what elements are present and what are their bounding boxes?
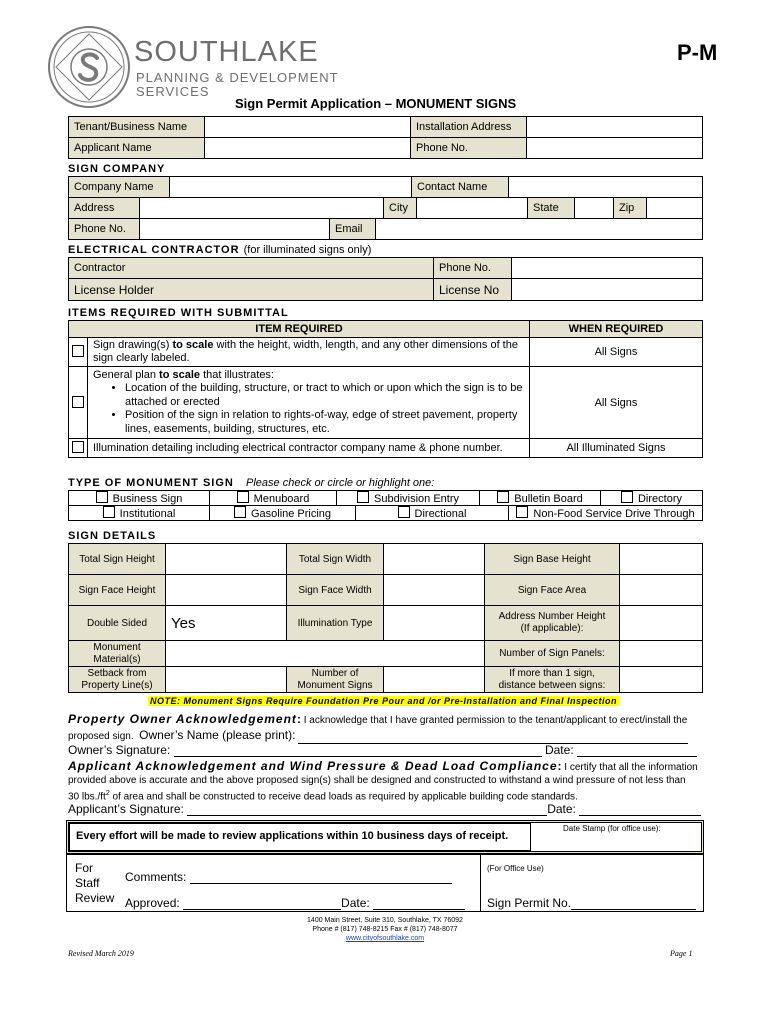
state-label: State (528, 198, 575, 219)
item-2-bullet-2: • Position of the sign in relation to rights-of-way, edge of street pavement, property lines, easements, building, structures, etc. (125, 409, 524, 436)
type-menuboard[interactable]: Menuboard (210, 491, 337, 506)
sign-company-table-1 (68, 176, 703, 198)
contractor-phone-label: Phone No. (434, 258, 512, 279)
face-height-label: Sign Face Height (69, 575, 166, 606)
date-stamp-label: Date Stamp (for office use): (563, 824, 661, 833)
item-2-text: General plan to scale that illustrates: • Location of the building, structure, or tract to which or upon which the sign is to be attached or erected • Position of the sign in relation to rights-of-way, edge of street pavement, property lines, easements, building, structures, etc. (88, 367, 530, 439)
item-1-check[interactable] (69, 338, 88, 367)
owner-ack-heading: Property Owner Acknowledgement (68, 712, 297, 726)
item-2-when: All Signs (530, 367, 703, 439)
type-gasoline-pricing[interactable]: Gasoline Pricing (210, 506, 356, 521)
item-required-header: ITEM REQUIRED (69, 321, 530, 338)
face-area-label: Sign Face Area (485, 575, 620, 606)
approved-date-field[interactable] (373, 897, 465, 910)
base-height-label: Sign Base Height (485, 544, 620, 575)
owner-signature-line: Owner’s Signature: Date: (68, 743, 697, 757)
foundation-note: NOTE: Monument Signs Require Foundation Pre Pour and /or Pre-Installation and Final Inspection (150, 696, 618, 706)
electrical-heading: ELECTRICAL CONTRACTOR (for illuminated signs only) (68, 244, 372, 256)
total-height-field[interactable] (166, 544, 287, 575)
footer-address: 1400 Main Street, Suite 310, Southlake, TX 76092 (307, 917, 463, 924)
electrical-table (68, 257, 703, 301)
total-width-field[interactable] (384, 544, 485, 575)
license-no-field[interactable] (512, 279, 703, 301)
contact-name-field[interactable] (509, 177, 703, 198)
details-table (68, 543, 703, 693)
distance-field[interactable] (620, 667, 703, 693)
staff-review-label: For Staff Review (75, 861, 115, 905)
panels-field[interactable] (620, 641, 703, 667)
logo-sub-text-2: SERVICES (136, 84, 210, 99)
approved-field[interactable] (183, 897, 341, 910)
details-heading: SIGN DETAILS (68, 530, 157, 542)
compliance-text: Applicant Acknowledgement and Wind Pressure & Dead Load Compliance: I certify that all the information provided above is accurate and the above proposed sign(s) shall be designed and constructed to withstand a wind pressure of not less than 30 $lbs./ft^2$ of area and shall be constructed to receive dead loads as required by applicable building code standards. (68, 759, 698, 803)
face-area-field[interactable] (620, 575, 703, 606)
total-height-label: Total Sign Height (69, 544, 166, 575)
type-directional[interactable]: Directional (356, 506, 509, 521)
distance-label: If more than 1 sign, distance between signs: (485, 667, 620, 693)
footer-phone: Phone # (817) 748-8215 Fax # (817) 748-8077 (312, 926, 458, 933)
type-institutional[interactable]: Institutional (69, 506, 210, 521)
sign-company-heading: SIGN COMPANY (68, 163, 166, 175)
address-field[interactable] (140, 198, 384, 219)
items-table (68, 320, 703, 458)
company-phone-field[interactable] (140, 219, 330, 240)
email-label: Email (330, 219, 376, 240)
company-name-field[interactable] (170, 177, 412, 198)
owner-ack-text: Property Owner Acknowledgement: I acknowledge that I have granted permission to the tenant/applicant to erect/install the proposed sign. Owner’s Name (please print): (68, 712, 688, 742)
company-phone-label: Phone No. (69, 219, 140, 240)
applicant-phone-label: Phone No. (411, 138, 527, 159)
license-no-label: License No (434, 279, 512, 301)
address-number-label: Address Number Height (If applicable): (485, 606, 620, 641)
face-width-field[interactable] (384, 575, 485, 606)
page-number: Page 1 (670, 949, 693, 958)
item-2-bullet-1: • Location of the building, structure, or tract to which or upon which the sign is to be attached or erected (125, 382, 524, 409)
illumination-label: Illumination Type (287, 606, 384, 641)
city-field[interactable] (417, 198, 528, 219)
contact-name-label: Contact Name (412, 177, 509, 198)
comments-field[interactable] (190, 871, 452, 884)
type-table-1 (68, 490, 703, 506)
item-3-check[interactable] (69, 439, 88, 458)
state-field[interactable] (575, 198, 614, 219)
install-address-label: Installation Address (411, 117, 527, 138)
double-sided-label: Double Sided (69, 606, 166, 641)
compliance-heading: Applicant Acknowledgement and Wind Pressure & Dead Load Compliance (68, 759, 558, 773)
applicant-table (68, 116, 703, 159)
total-width-label: Total Sign Width (287, 544, 384, 575)
zip-field[interactable] (647, 198, 703, 219)
approved-line: Approved: Date: (125, 896, 465, 910)
face-width-label: Sign Face Width (287, 575, 384, 606)
type-bulletin-board[interactable]: Bulletin Board (480, 491, 601, 506)
applicant-name-label: Applicant Name (69, 138, 205, 159)
owner-signature-field[interactable] (174, 744, 542, 757)
logo-main-text: SOUTHLAKE (134, 36, 319, 68)
permit-no-line: Sign Permit No. (487, 896, 696, 910)
address-number-field[interactable] (620, 606, 703, 641)
contractor-phone-field[interactable] (512, 258, 703, 279)
contractor-label: Contractor (69, 258, 434, 279)
items-heading: ITEMS REQUIRED WITH SUBMITTAL (68, 307, 289, 319)
applicant-name-field[interactable] (205, 138, 411, 159)
review-notice-text: Every effort will be made to review applications within 10 business days of receipt. (76, 830, 509, 842)
install-address-field[interactable] (527, 117, 703, 138)
page-title: Sign Permit Application – MONUMENT SIGNS (235, 96, 517, 111)
setback-field[interactable] (166, 667, 287, 693)
setback-label: Setback from Property Line(s) (69, 667, 166, 693)
base-height-field[interactable] (620, 544, 703, 575)
illumination-field[interactable] (384, 606, 485, 641)
type-heading: TYPE OF MONUMENT SIGN Please check or circle or highlight one: (68, 477, 435, 489)
company-name-label: Company Name (69, 177, 170, 198)
license-holder-label: License Holder (69, 279, 434, 301)
applicant-signature-line: Applicant’s Signature: Date: (68, 802, 701, 816)
applicant-signature-field[interactable] (187, 803, 547, 816)
southlake-seal-icon (46, 24, 132, 110)
type-table-2 (68, 505, 703, 521)
zip-label: Zip (614, 198, 647, 219)
material-label: Monument Material(s) (69, 641, 166, 667)
num-signs-label: Number of Monument Signs (287, 667, 384, 693)
office-use-divider (480, 854, 481, 911)
num-signs-field[interactable] (384, 667, 485, 693)
item-3-text: Illumination detailing including electrical contractor company name & phone number. (88, 439, 530, 458)
item-2-check[interactable] (69, 367, 88, 439)
office-use-label: (For Office Use) (487, 864, 544, 873)
owner-date-field[interactable] (577, 744, 697, 757)
sign-company-table-3 (68, 218, 703, 240)
when-required-header: WHEN REQUIRED (530, 321, 703, 338)
type-non-food-drive-through[interactable]: Non-Food Service Drive Through (509, 506, 703, 521)
footer-website-link[interactable]: www.cityofsouthlake.com (345, 935, 425, 942)
type-directory[interactable]: Directory (601, 491, 703, 506)
email-field[interactable] (376, 219, 703, 240)
form-code: P-M (677, 40, 718, 65)
face-height-field[interactable] (166, 575, 287, 606)
logo-sub-text-1: PLANNING & DEVELOPMENT (136, 70, 339, 85)
applicant-date-field[interactable] (579, 803, 701, 816)
sign-company-table-2 (68, 197, 703, 219)
city-label: City (384, 198, 417, 219)
type-subdivision-entry[interactable]: Subdivision Entry (337, 491, 480, 506)
revised-date: Revised March 2019 (68, 949, 134, 958)
comments-line: Comments: (125, 870, 452, 884)
tenant-field[interactable] (205, 117, 411, 138)
item-1-when: All Signs (530, 338, 703, 367)
double-sided-field[interactable]: Yes (166, 606, 287, 641)
address-label: Address (69, 198, 140, 219)
applicant-phone-field[interactable] (527, 138, 703, 159)
type-business-sign[interactable]: Business Sign (69, 491, 210, 506)
permit-no-field[interactable] (571, 897, 696, 910)
panels-label: Number of Sign Panels: (485, 641, 620, 667)
item-3-when: All Illuminated Signs (530, 439, 703, 458)
material-field[interactable] (166, 641, 485, 667)
item-1-text: Sign drawing(s) to scale with the height, width, length, and any other dimensions of the sign clearly labeled. (88, 338, 530, 367)
tenant-label: Tenant/Business Name (69, 117, 205, 138)
